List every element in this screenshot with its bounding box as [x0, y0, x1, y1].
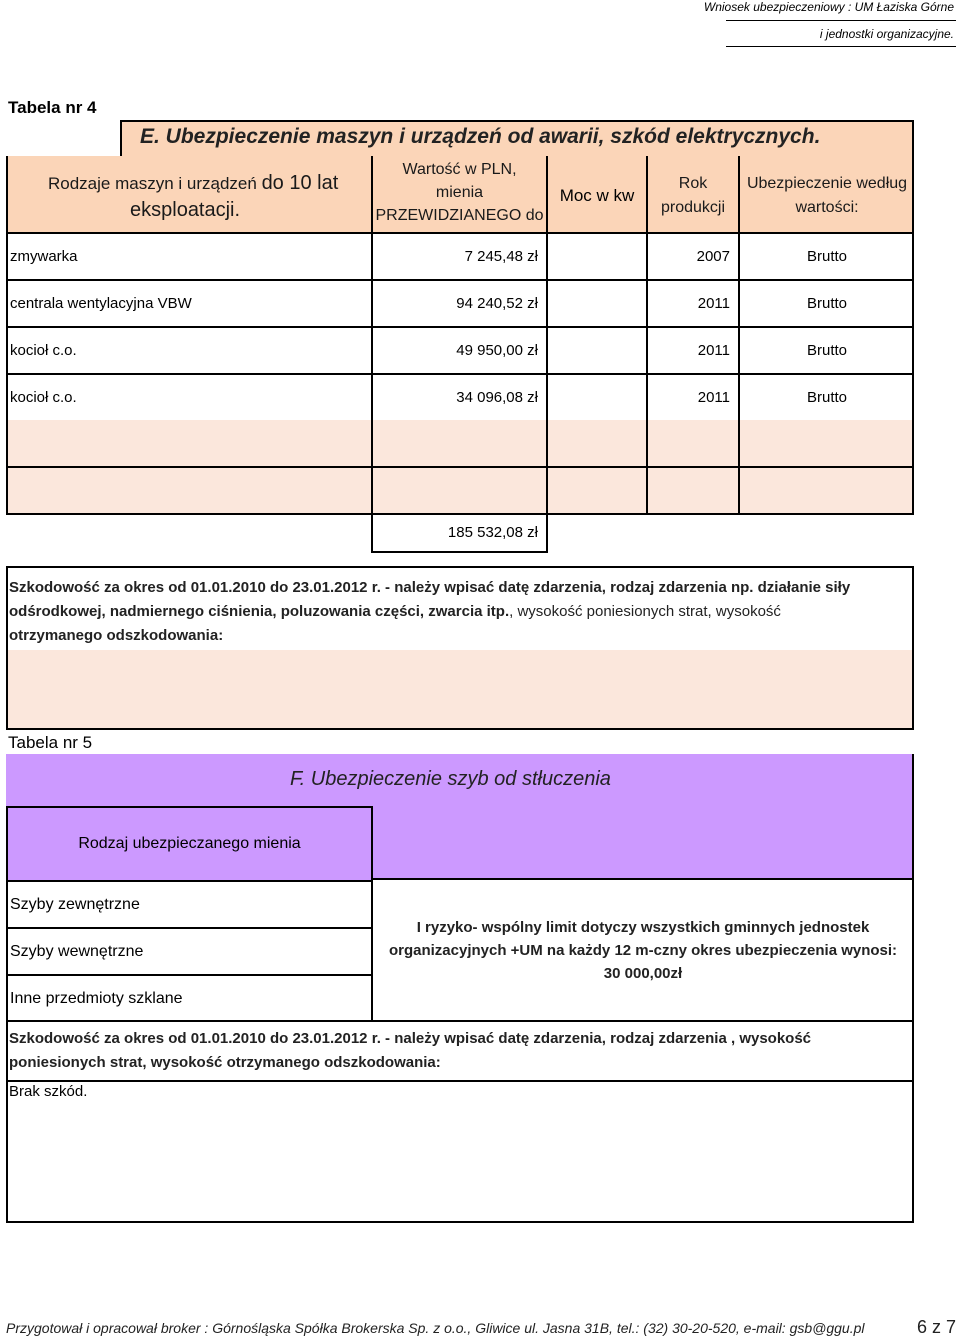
glass-row-inner: Szyby wewnętrzne [10, 942, 144, 960]
table5-limit-note: I ryzyko- wspólny limit dotyczy wszystkich gminnych jednostek organizacyjnych +UM na każdy 12 m-czny okres ubezpieczenia wynosi: 30 000,00zł [388, 919, 898, 982]
col-header-basis-1: Ubezpieczenie według [746, 175, 908, 192]
col-header-machine-type-a: Rodzaje maszyn i urządzeń [48, 174, 257, 193]
col-header-property-type: Rodzaj ubezpieczanego mienia [78, 835, 301, 852]
row-value: 34 096,08 zł [456, 389, 538, 406]
col-header-value-3: PRZEWIDZIANEGO do [375, 207, 544, 224]
table5-claims-text [9, 1027, 909, 1075]
table5-title: F. Ubezpieczenie szyb od stłuczenia [290, 768, 611, 790]
row-basis: Brutto [806, 248, 848, 265]
table5-header-fill [373, 806, 914, 880]
claims-line: Szkodowość za okres od 01.01.2010 do 23.01.2012 r. - należy wpisać datę zdarzenia, rodzaj zdarzenia , wysokość [9, 1030, 812, 1047]
header-divider [726, 46, 956, 47]
table5-claims-input[interactable] [6, 1080, 914, 1223]
footer-broker: Przygotował i opracował broker : Górnośląska Spółka Brokerska Sp. z o.o., Gliwice ul. Jasna 31B, tel.: (32) 30-20-520, e-mail: gsb@ggu.pl [6, 1320, 865, 1336]
row-year: 2011 [697, 389, 730, 406]
glass-row-outer: Szyby zewnętrzne [10, 895, 140, 913]
row-year: 2011 [697, 295, 730, 312]
row-value: 94 240,52 zł [456, 295, 538, 312]
glass-row-other: Inne przedmioty szklane [10, 989, 183, 1007]
table5-label: Tabela nr 5 [8, 733, 93, 752]
col-header-year [648, 172, 738, 220]
page-number: 6 z 7 [916, 1317, 956, 1337]
col-header-value-2: mienia [435, 184, 484, 201]
row-basis: Brutto [806, 295, 848, 312]
col-header-machine-type [48, 172, 338, 195]
claims-line: Szkodowość za okres od 01.01.2010 do 23.01.2012 r. - należy wpisać datę zdarzenia, rodzaj zdarzenia np. działanie siły [9, 579, 851, 596]
row-value: 7 245,48 zł [464, 248, 538, 265]
col-header-value-1: Wartość w PLN, [402, 161, 517, 178]
row-machine-name: centrala wentylacyjna VBW [10, 295, 192, 312]
table4-title: E. Ubezpieczenie maszyn i urządzeń od awarii, szkód elektrycznych. [140, 125, 821, 148]
row-value: 49 950,00 zł [456, 342, 538, 359]
table4-claims-input[interactable] [6, 650, 914, 730]
row-machine-name: kocioł c.o. [10, 342, 77, 359]
col-header-basis-2: wartości: [795, 199, 859, 216]
col-header-year-1: Rok [678, 175, 708, 192]
row-year: 2011 [697, 342, 730, 359]
col-header-power: Moc w kw [559, 186, 635, 205]
table4-claims-text [9, 576, 909, 648]
col-header-basis [740, 172, 914, 220]
row-basis: Brutto [806, 389, 848, 406]
document-header-subtitle: i jednostki organizacyjne. [819, 27, 954, 41]
table4-label: Tabela nr 4 [8, 98, 97, 117]
col-header-machine-type-b: do 10 lat [261, 172, 339, 194]
table5-claims-value: Brak szkód. [9, 1083, 88, 1100]
col-header-value [373, 158, 546, 227]
row-machine-name: kocioł c.o. [10, 389, 77, 406]
document-header-title: Wniosek ubezpieczeniowy : UM Łaziska Górne [703, 0, 954, 14]
row-basis: Brutto [806, 342, 848, 359]
claims-line: odśrodkowej, nadmiernego ciśnienia, poluzowania części, zwarcia itp., wysokość poniesionych strat, wysokość [9, 603, 781, 620]
claims-line: otrzymanego odszkodowania: [9, 627, 224, 644]
col-header-year-2: produkcji [660, 199, 726, 216]
claims-line: poniesionych strat, wysokość otrzymanego odszkodowania: [9, 1054, 441, 1071]
row-machine-name: zmywarka [10, 248, 78, 265]
col-header-machine-type-c: eksploatacji. [130, 199, 241, 221]
row-year: 2007 [696, 248, 730, 265]
total-value: 185 532,08 zł [447, 523, 538, 541]
header-divider [726, 20, 956, 21]
